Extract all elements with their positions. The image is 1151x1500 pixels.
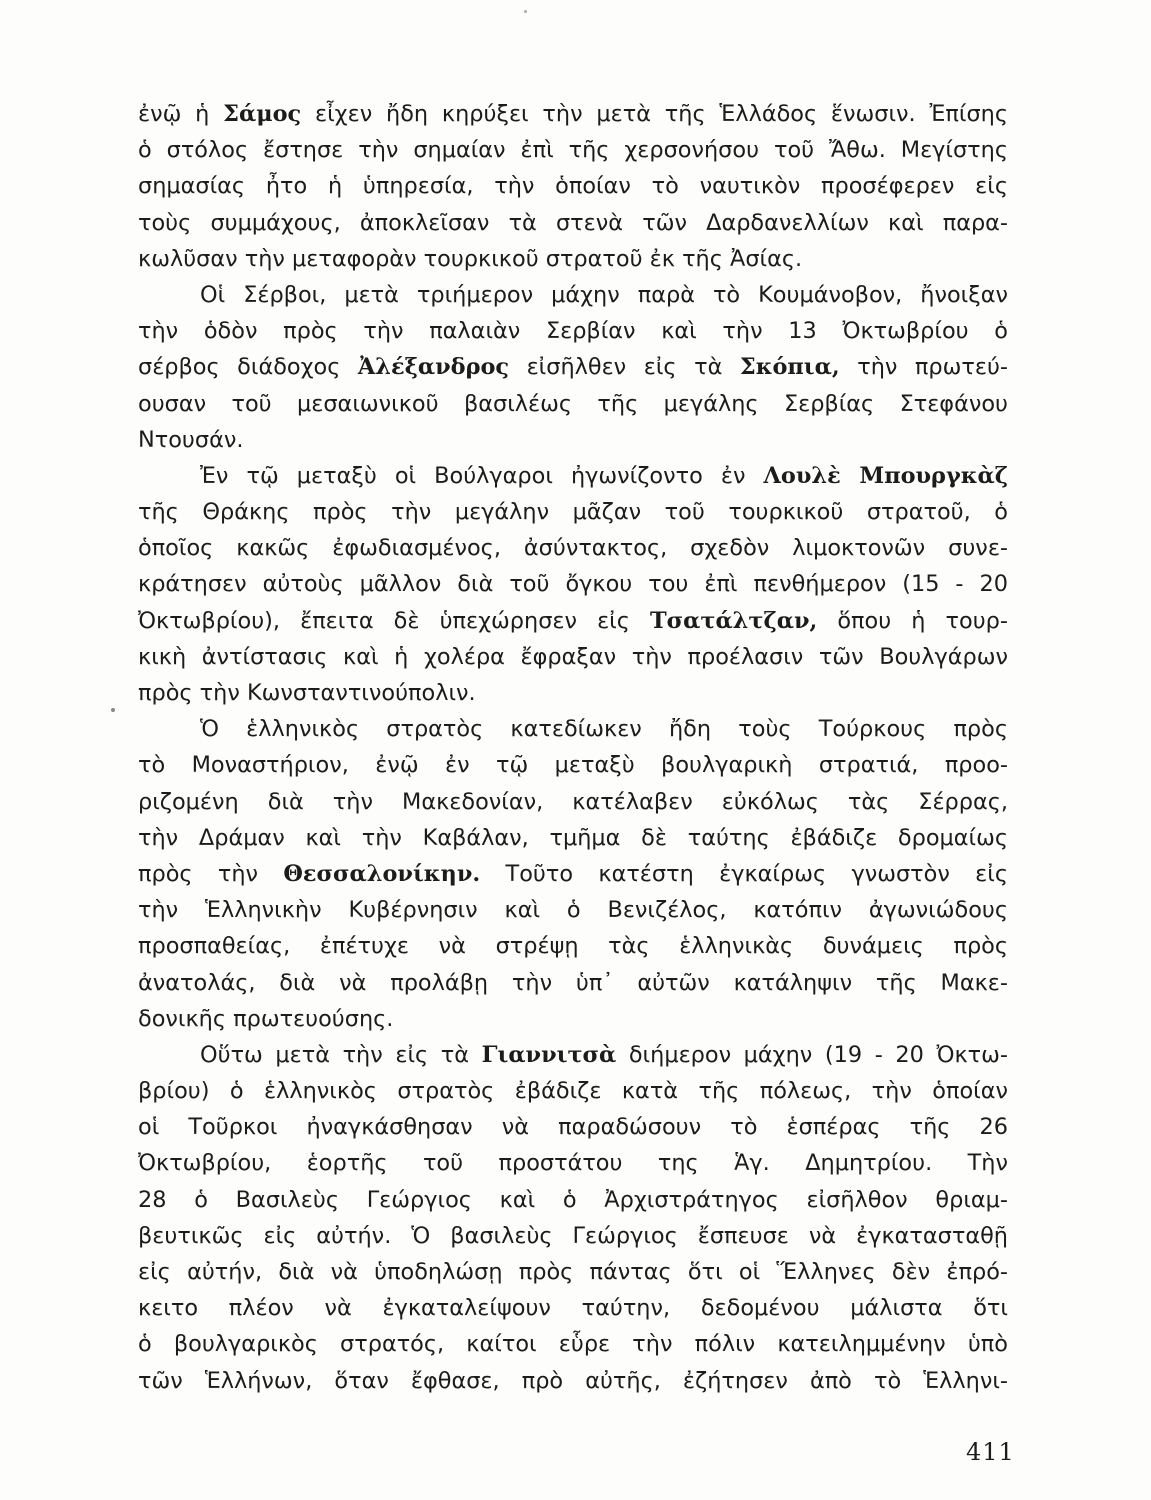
text-run: Τοῦτο κατέστη ἐγκαίρως γνωστὸν εἰς <box>480 860 1008 887</box>
bold-place-name: Θεσσαλονίκην. <box>283 860 481 887</box>
text-run: κράτησεν αὐτοὺς μᾶλλον διὰ τοῦ ὄγκου του ἐπὶ πενθήμερον (15 - 20 <box>138 571 1008 598</box>
bold-place-name: Σκόπια, <box>739 354 840 381</box>
paragraph <box>138 96 1008 277</box>
text-line <box>138 349 1008 385</box>
text-line <box>138 1218 1008 1254</box>
text-line <box>138 1037 1008 1073</box>
body-text <box>138 96 1008 1399</box>
paragraph <box>138 711 1008 1037</box>
text-line <box>138 205 1008 241</box>
text-line <box>138 1145 1008 1181</box>
text-run: ἐνῷ ἡ <box>138 101 224 127</box>
text-run: εἰσῆλθεν εἰς τὰ <box>509 354 740 381</box>
text-run: Ὁ ἑλληνικὸς στρατὸς κατεδίωκεν ἤδη τοὺς Τούρκους πρὸς <box>200 716 1008 743</box>
text-line <box>138 422 1008 458</box>
text-run: 28 ὁ Βασιλεὺς Γεώργιος καὶ ὁ Ἀρχιστράτηγος εἰσῆλθον θριαμ- <box>138 1186 1008 1213</box>
text-line <box>138 603 1008 639</box>
paragraph <box>138 458 1008 711</box>
text-run: τὴν ὁδὸν πρὸς τὴν παλαιὰν Σερβίαν καὶ τὴν 13 Ὀκτωβρίου ὁ <box>138 318 1008 345</box>
text-run: τῶν Ἑλλήνων, ὅταν ἔφθασε, πρὸ αὐτῆς, ἐζήτησεν ἀπὸ τὸ Ἑλληνι- <box>138 1367 1008 1394</box>
text-line <box>138 928 1008 964</box>
text-line <box>138 639 1008 675</box>
text-run: τὸ Μοναστήριον, ἐνῷ ἐν τῷ μεταξὺ βουλγαρικὴ στρατιά, προο- <box>138 752 1008 779</box>
text-line <box>138 1363 1008 1399</box>
text-line <box>138 1254 1008 1290</box>
text-line <box>138 784 1008 820</box>
text-line <box>138 96 1008 132</box>
text-line <box>138 386 1008 422</box>
text-line <box>138 747 1008 783</box>
text-run: Ἐν τῷ μεταξὺ οἱ Βούλγαροι ἠγωνίζοντο ἐν <box>200 462 764 489</box>
text-run: δονικῆς πρωτευούσης. <box>138 1005 394 1032</box>
text-line <box>138 965 1008 1001</box>
text-run: ὁποῖος κακῶς ἐφωδιασμένος, ἀσύντακτος, σχεδὸν λιμοκτονῶν συνε- <box>138 535 1008 562</box>
text-run: τὴν Δράμαν καὶ τὴν Καβάλαν, τμῆμα δὲ ταύτης ἐβάδιζε δρομαίως <box>138 824 1008 851</box>
text-run: Ντουσάν. <box>138 426 244 453</box>
text-run: βευτικῶς εἰς αὐτήν. Ὁ βασιλεὺς Γεώργιος ἔσπευσε νὰ ἐγκατασταθῇ <box>138 1222 1008 1249</box>
text-line <box>138 892 1008 928</box>
text-line <box>138 1290 1008 1326</box>
text-line <box>138 132 1008 168</box>
paragraph <box>138 277 1008 458</box>
text-line <box>138 168 1008 204</box>
text-line <box>138 1326 1008 1362</box>
text-run: εἰς αὐτήν, διὰ νὰ ὑποδηλώσῃ πρὸς πάντας ὅτι οἱ Ἕλληνες δὲν ἐπρό- <box>138 1259 1008 1285</box>
text-run: τοὺς συμμάχους, ἀποκλεῖσαν τὰ στενὰ τῶν Δαρδανελλίων καὶ παρα- <box>138 209 1008 236</box>
text-line <box>138 566 1008 602</box>
text-line <box>138 675 1008 711</box>
text-run: ὅπου ἡ τουρ- <box>817 607 1008 634</box>
text-run: κικὴ ἀντίστασις καὶ ἡ χολέρα ἔφραξαν τὴν προέλασιν τῶν Βουλγάρων <box>138 643 1008 670</box>
text-line <box>138 1182 1008 1218</box>
text-line <box>138 530 1008 566</box>
scan-speck <box>111 708 115 712</box>
text-line <box>138 241 1008 277</box>
text-line <box>138 820 1008 856</box>
scan-speck <box>524 10 527 13</box>
text-run: Οἱ Σέρβοι, μετὰ τριήμερον μάχην παρὰ τὸ Κουμάνοβον, ἤνοιξαν <box>200 281 1008 308</box>
text-run: σημασίας ἦτο ἡ ὑπηρεσία, τὴν ὁποίαν τὸ ναυτικὸν προσέφερεν εἰς <box>138 173 1008 200</box>
text-run: κειτο πλέον νὰ ἐγκαταλείψουν ταύτην, δεδομένου μάλιστα ὅτι <box>138 1295 1008 1322</box>
text-run: ὁ στόλος ἔστησε τὴν σημαίαν ἐπὶ τῆς χερσονήσου τοῦ Ἄθω. Μεγίστης <box>138 137 1008 164</box>
page-number: 411 <box>966 1438 1015 1466</box>
text-run: πρὸς τὴν Κωνσταντινούπολιν. <box>138 680 476 706</box>
text-run: ουσαν τοῦ μεσαιωνικοῦ βασιλέως τῆς μεγάλης Σερβίας Στεφάνου <box>138 390 1008 417</box>
text-run: τὴν πρωτεύ- <box>839 354 1008 381</box>
text-run: κωλῦσαν τὴν μεταφορὰν τουρκικοῦ στρατοῦ ἐκ τῆς Ἀσίας. <box>138 245 803 272</box>
text-line <box>138 1109 1008 1145</box>
text-line <box>138 458 1008 494</box>
bold-place-name: Γιαννιτσὰ <box>481 1041 617 1068</box>
text-run: Οὕτω μετὰ τὴν εἰς τὰ <box>200 1041 482 1068</box>
text-run: Ὀκτωβρίου), ἔπειτα δὲ ὑπεχώρησεν εἰς <box>138 607 650 634</box>
paragraph <box>138 1037 1008 1399</box>
text-run: βρίου) ὁ ἑλληνικὸς στρατὸς ἐβάδιζε κατὰ τῆς πόλεως, τὴν ὁποίαν <box>138 1078 1008 1105</box>
bold-place-name: Τσατάλτζαν, <box>649 607 818 634</box>
text-run: ἀνατολάς, διὰ νὰ προλάβῃ τὴν ὑπ᾽ αὐτῶν κατάληψιν τῆς Μακε- <box>138 969 1008 996</box>
text-run: τὴν Ἑλληνικὴν Κυβέρνησιν καὶ ὁ Βενιζέλος, κατόπιν ἀγωνιώδους <box>138 897 1008 924</box>
text-line <box>138 494 1008 530</box>
text-line <box>138 1073 1008 1109</box>
text-line <box>138 711 1008 747</box>
bold-place-name: Λουλὲ Μπουργκὰζ <box>763 462 1008 489</box>
text-run: σέρβος διάδοχος <box>138 354 358 381</box>
text-line <box>138 1001 1008 1037</box>
text-line <box>138 313 1008 349</box>
text-run: πρὸς τὴν <box>138 860 284 887</box>
text-line <box>138 856 1008 892</box>
text-run: Ὀκτωβρίου, ἑορτῆς τοῦ προστάτου της Ἁγ. Δημητρίου. Τὴν <box>138 1150 1008 1177</box>
text-run: τῆς Θράκης πρὸς τὴν μεγάλην μᾶζαν τοῦ τουρκικοῦ στρατοῦ, ὁ <box>138 499 1008 526</box>
text-run: οἱ Τοῦρκοι ἠναγκάσθησαν νὰ παραδώσουν τὸ ἑσπέρας τῆς 26 <box>138 1114 1008 1141</box>
text-run: εἶχεν ἤδη κηρύξει τὴν μετὰ τῆς Ἑλλάδος ἕνωσιν. Ἐπίσης <box>301 101 1008 127</box>
bold-place-name: Ἀλέξανδρος <box>357 354 510 381</box>
text-line <box>138 277 1008 313</box>
bold-place-name: Σάμος <box>223 101 302 127</box>
text-run: προσπαθείας, ἐπέτυχε νὰ στρέψῃ τὰς ἑλληνικὰς δυνάμεις πρὸς <box>138 933 1008 960</box>
text-run: ριζομένη διὰ τὴν Μακεδονίαν, κατέλαβεν εὐκόλως τὰς Σέρρας, <box>138 788 1008 815</box>
text-run: διήμερον μάχην (19 - 20 Ὀκτω- <box>616 1041 1008 1068</box>
text-run: ὁ βουλγαρικὸς στρατός, καίτοι εὗρε τὴν πόλιν κατειλημμένην ὑπὸ <box>138 1331 1008 1358</box>
